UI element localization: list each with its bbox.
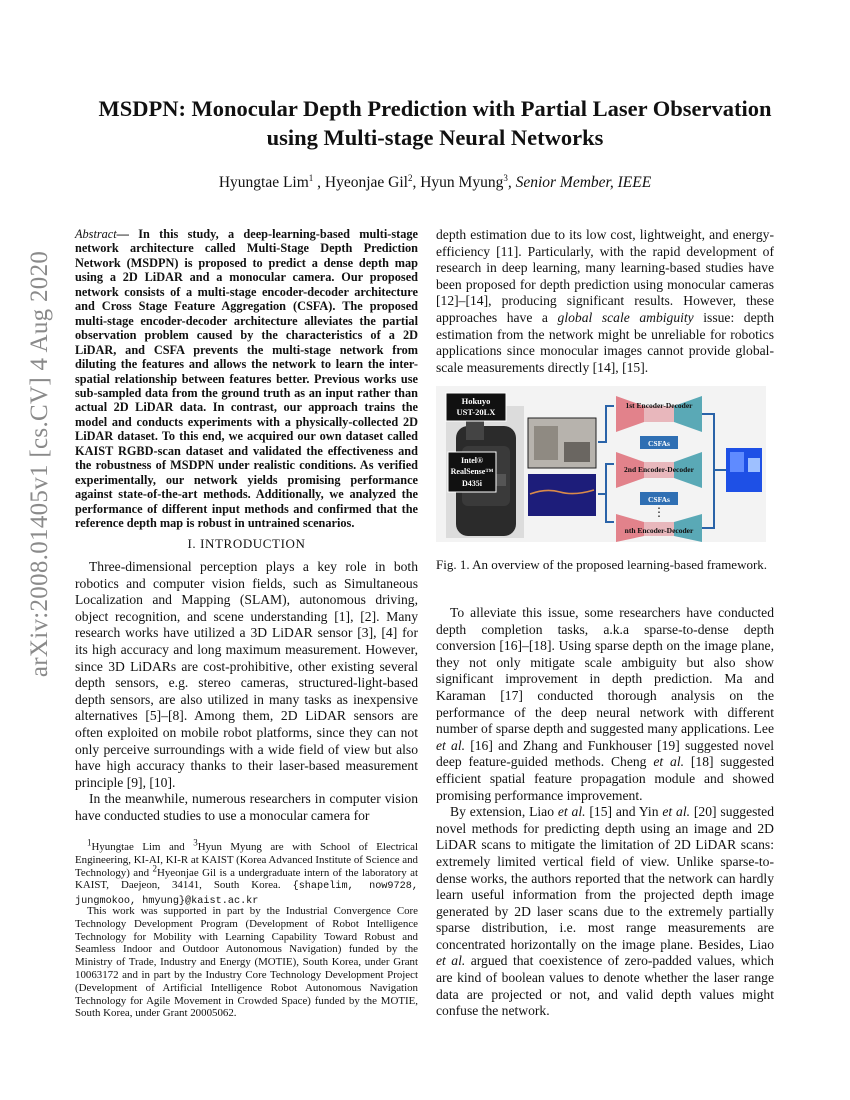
rp3-em-2: et al. <box>662 804 691 820</box>
section-heading-introduction: I. INTRODUCTION <box>187 536 306 551</box>
fn-emails: {shapelim, now9728, jungmokoo, hmyung}@kaist.ac.kr <box>75 881 418 908</box>
hokuyo-label-2: UST-20LX <box>456 407 496 417</box>
abstract-lead: Abstract <box>75 227 117 241</box>
intel-label-3: D435i <box>462 479 482 488</box>
author-1-affil: 1 <box>308 172 314 183</box>
rp3-text-3: [20] suggested novel methods for predicting depth using an image and 2D LiDAR scans to mitigate the limitation of 2D LiDAR scans: extremely limited vertical field of view. Unlike sparse-to-dense works, the authors reported that the network can hardly learn useful information from the projected depth image generated by 2D laser scans due to the extremely partially sparse distribution, i.e. most range measurements are concentrated horizontally on the image plane. Besides, Liao <box>436 804 775 952</box>
paper-title <box>70 94 800 152</box>
author-2-affil: 2 <box>407 172 413 183</box>
author-3: , Hyun Myung <box>412 174 504 191</box>
rp1-emphasis: global scale ambiguity <box>557 309 694 325</box>
fn-sup-3: 3 <box>193 837 198 848</box>
intel-label-2: RealSense™ <box>450 467 494 476</box>
intel-label-box <box>448 452 496 492</box>
abstract <box>75 227 418 531</box>
figure-1-caption: Fig. 1. An overview of the proposed learning-based framework. <box>436 557 768 572</box>
author-3-title: , Senior Member, IEEE <box>507 174 652 191</box>
sparse-depth-thumbnail <box>528 474 596 516</box>
author-list <box>90 174 780 192</box>
figure-1 <box>436 386 766 542</box>
rp1-text-1: depth estimation due to its low cost, lightweight, and energy-efficiency [11]. Particularly, with the rapid development of research in deep learning, many learning-based studies have been proposed for depth prediction using monocular cameras [12]–[14], producing significant results. However, these approaches have a <box>436 227 774 325</box>
encoder-decoder-n-label: nth Encoder-Decoder <box>624 526 694 535</box>
arxiv-id-text: arXiv:2008.01405v1 [cs.CV] 4 Aug 2020 <box>26 250 53 678</box>
csfa-label-1: CSFAs <box>648 439 670 448</box>
encoder-decoder-1-label: 1st Encoder-Decoder <box>625 401 693 410</box>
footnote-affiliations <box>75 837 418 909</box>
fn-sup-1: 1 <box>87 837 92 848</box>
rp3-text-4: argued that coexistence of zero-padded values, which are kind of boolean values to denote whether the laser range data are projected or not, and valid depth values might confuse the network. <box>436 953 774 1019</box>
hokuyo-label-1: Hokuyo <box>461 396 491 406</box>
rgb-image-thumbnail <box>528 418 596 468</box>
encoder-decoder-2-label: 2nd Encoder-Decoder <box>624 465 694 474</box>
fn-sup-2: 2 <box>152 862 157 873</box>
footnote-funding: This work was supported in part by the Industrial Convergence Core Technology Development Program (Development of Robot Intelligence Technology for Mobility with Learning Capability Toward Robust and Seamless Indoor and Outdoor Autonomous Navigation) funded by the Ministry of Trade, Industry and Energy (MOTIE), South Korea, under Grant 10063172 and in part by the Industry Core Technology Development Project (Development of Artificial Intelligence Robot Autonomous Navigation Technology for Agile Movement in Crowded Space) funded by the MOTIE, South Korea, under Grant 20005062. <box>75 905 418 1020</box>
rp2-em-1: et al. <box>436 737 465 753</box>
fn-text-1: Hyungtae Lim and <box>91 841 194 853</box>
rp2-em-2: et al. <box>653 754 684 770</box>
rp2-text-1: To alleviate this issue, some researchers have conducted depth completion tasks, a.k.a sparse-to-dense depth conversion [16]–[18]. Using sparse depth on the image plane, they not only mitigate scale ambiguity but also show significant improvement in depth prediction. Ma and Karaman [17] conducted thorough analysis on the performance of the deep neural network with different number of sparse depth and suggested many applications. Lee <box>436 605 774 737</box>
title-line-1: MSDPN: Monocular Depth Prediction with Partial Laser Observation <box>98 96 772 121</box>
intro-column <box>75 559 418 825</box>
stage-ellipsis: ⋮ <box>653 505 665 519</box>
fn-text-3: Hyeonjae Gil is a undergraduate intern of the laboratory at KAIST, Daejeon, 34141, South Korea. <box>75 866 418 892</box>
hokuyo-label-box <box>446 393 506 421</box>
abstract-text: — In this study, a deep-learning-based multi-stage network architecture called Multi-Stage Depth Prediction Network (MSDPN) is proposed to predict a dense depth map using a 2D LiDAR and a monocular camera. Our proposed network consists of a multi-stage encoder-decoder architecture and Cross Stage Feature Aggregation (CSFA). The proposed multi-stage encoder-decoder architecture alleviates the partial observation problem caused by the characteristics of a 2D LiDAR, and CSFA prevents the multi-stage network from diluting the features and allows the network to learn the inter-spatial relationship between features better. Previous works use sub-sampled data from the ground truth as an input rather than actual 2D LiDAR data. In contrast, our approach trains the model and conducts experiments with a physically-collected 2D LiDAR dataset. To this end, we acquired our own dataset called KAIST RGBD-scan dataset and validated the effectiveness and the robustness of MSDPN under realistic conditions. As verified experimentally, our network yields promising performance against state-of-the-art methods. Additionally, we analyzed the performance of different input methods and confirmed that the reference depth map is robust in untrained scenarios. <box>75 227 418 531</box>
author-2: , Hyeonjae Gil <box>313 174 408 191</box>
rp3-text-2: [15] and Yin <box>585 804 663 820</box>
intro-paragraph-1: Three-dimensional perception plays a key role in both robotics and computer vision fields, such as Simultaneous Localization and Mapping (SLAM), autonomous driving, object recognition, and scene understanding [1], [2]. Many research works have utilized a 3D LiDAR sensor [3], [4] for its high accuracy and long maximum measurement. However, since 3D LiDARs are cost-prohibitive, other existing several depth sensors, e.g. stereo cameras, structured-light-based depth sensors, are also utilized in many tasks as inexpensive alternatives [5]–[8]. Among them, 2D LiDAR sensors are often exploited on mobile robot platforms, since they can not only perceive surroundings with a wide field of view but also have high accuracy thanks to their laser-based measurement principle [9], [10]. <box>75 559 418 790</box>
right-column-lower <box>436 605 774 1020</box>
rp2-text-3: [18] suggested efficient spatial feature propagation module and showed promising performance improvement. <box>436 754 774 803</box>
csfa-box-1 <box>640 436 678 449</box>
output-depth-map <box>726 448 762 492</box>
intel-label-1: Intel® <box>461 456 483 465</box>
arxiv-identifier <box>20 250 60 678</box>
right-paragraph-1 <box>436 227 774 376</box>
right-paragraph-2 <box>436 605 774 804</box>
rp3-em-3: et al. <box>436 953 466 969</box>
author-3-affil: 3 <box>503 172 508 183</box>
rp3-text-1: By extension, Liao <box>450 804 558 820</box>
right-paragraph-3 <box>436 804 774 1020</box>
rp3-em-1: et al. <box>557 804 586 820</box>
title-line-2: using Multi-stage Neural Networks <box>266 125 604 150</box>
author-1: Hyungtae Lim <box>218 174 309 191</box>
rp1-text-2: issue: depth estimation from the network might be unreliable for robotics applications since monocular images cannot provide global-scale measurements directly [14], [15]. <box>436 309 774 375</box>
csfa-box-2 <box>640 492 678 505</box>
intro-paragraph-2: In the meanwhile, numerous researchers in computer vision have conducted studies to use a monocular camera for <box>75 791 418 823</box>
rp2-text-2: [16] and Zhang and Funkhouser [19] suggested novel deep feature-guided methods. Cheng <box>436 737 774 770</box>
fn-text-2: Hyun Myung are with School of Electrical Engineering, KI-AI, KI-R at KAIST (Korea Advanced Institute of Science and Technology) and <box>75 841 418 879</box>
csfa-label-2: CSFAs <box>648 495 670 504</box>
